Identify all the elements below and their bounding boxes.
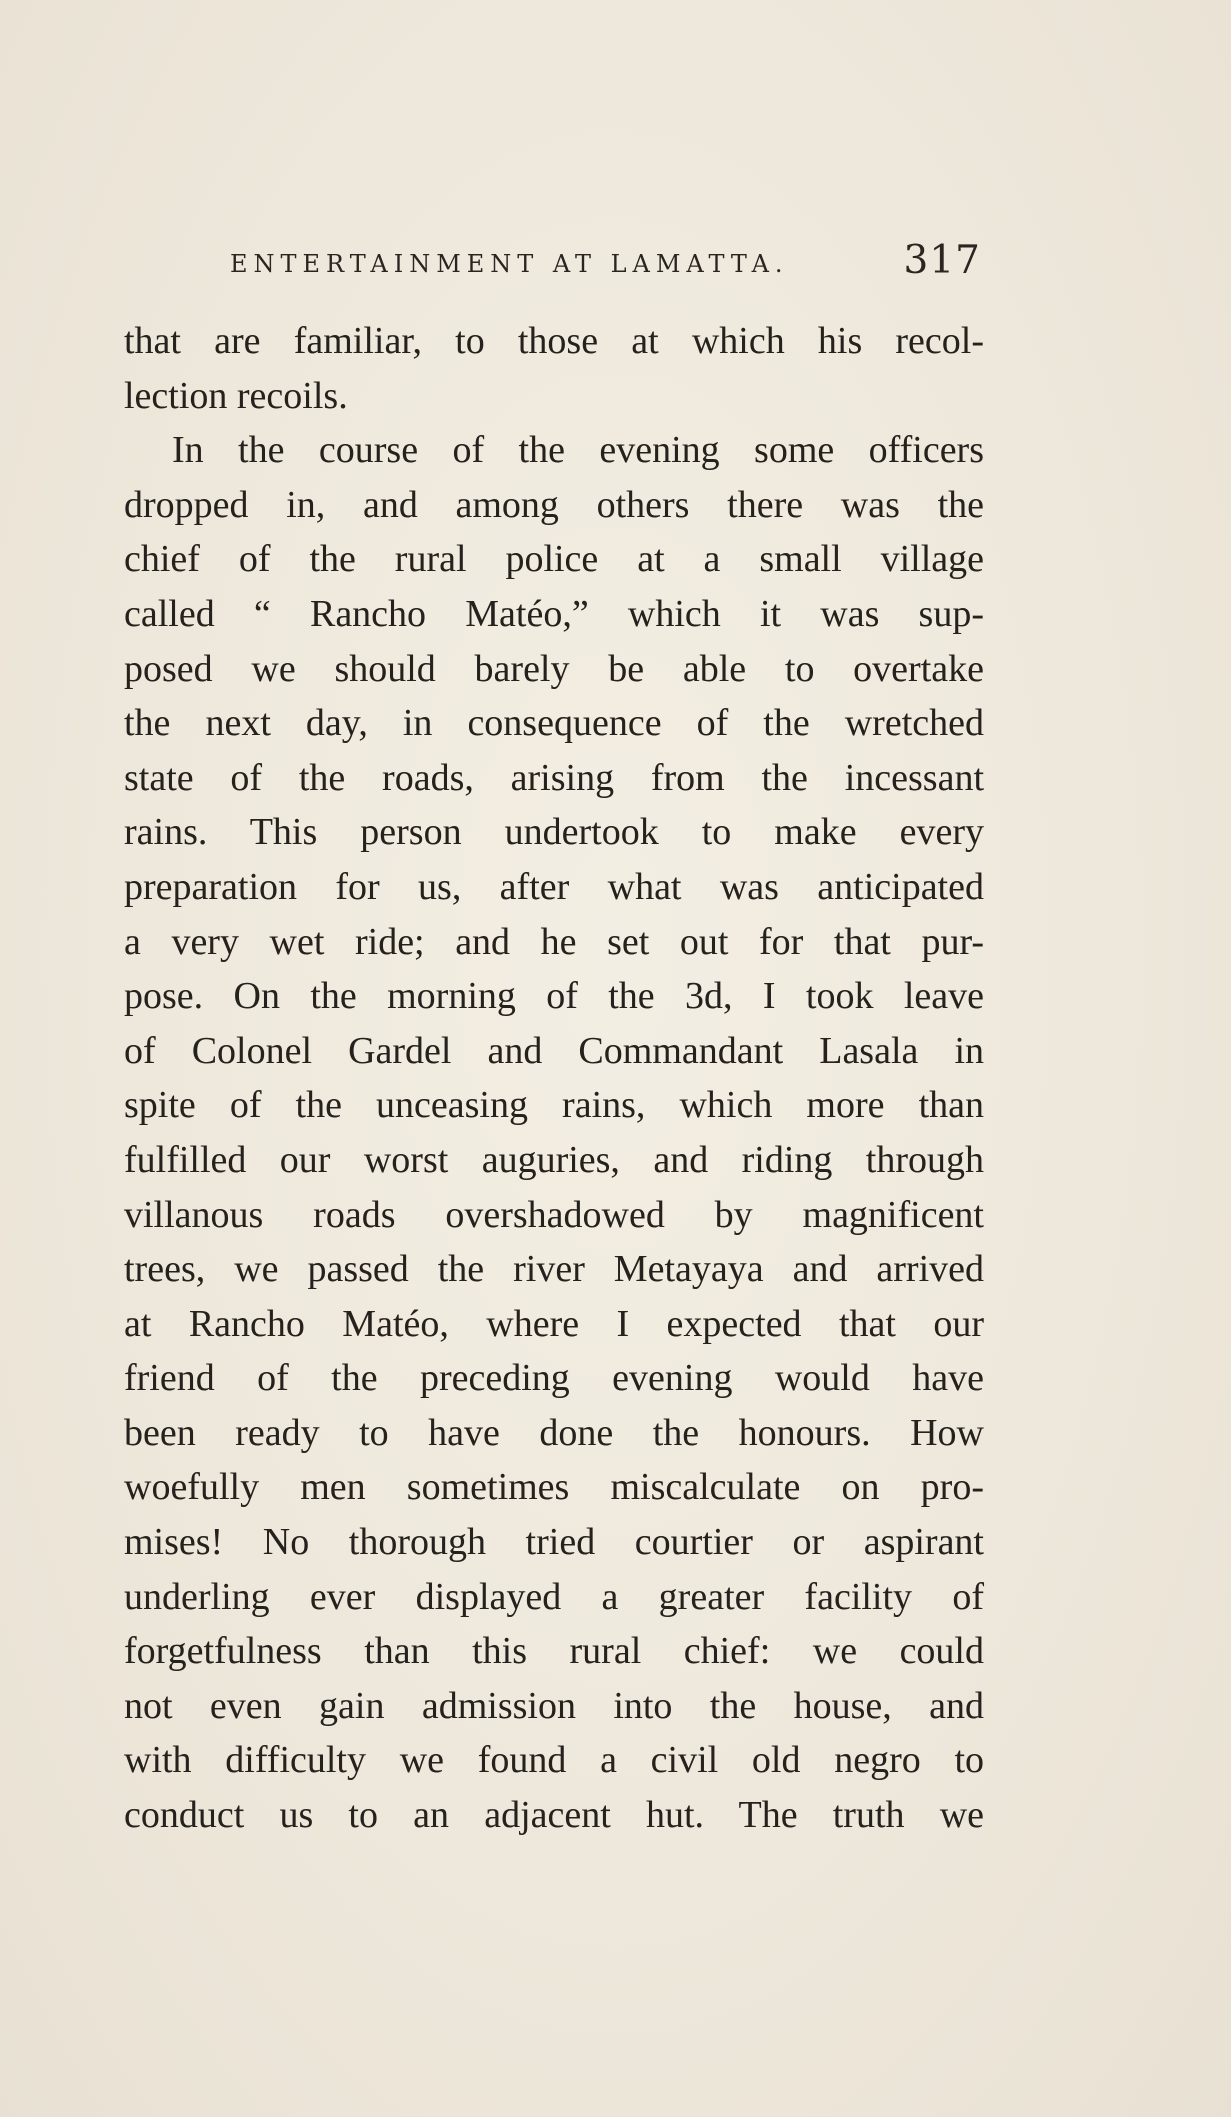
text-line: conduct us to an adjacent hut. The truth we: [124, 1794, 984, 1837]
text-line: spite of the unceasing rains, which more than: [124, 1084, 984, 1127]
text-line: been ready to have done the honours. How: [124, 1411, 984, 1454]
text-line: not even gain admission into the house, and: [124, 1684, 984, 1727]
text-line: lection recoils.: [124, 374, 348, 417]
text-line: with difficulty we found a civil old negro to: [124, 1739, 984, 1782]
text-line: state of the roads, arising from the incessant: [124, 756, 984, 799]
text-line: woefully men sometimes miscalculate on pro-: [124, 1466, 984, 1509]
text-line: chief of the rural police at a small village: [124, 538, 984, 581]
text-line: rains. This person undertook to make every: [124, 811, 984, 854]
text-line: called “ Rancho Matéo,” which it was sup-: [124, 592, 984, 635]
text-line: dropped in, and among others there was the: [124, 483, 984, 526]
running-head: ENTERTAINMENT AT LAMATTA.: [230, 250, 789, 278]
text-line: posed we should barely be able to overtake: [124, 647, 984, 690]
text-line: of Colonel Gardel and Commandant Lasala in: [124, 1029, 984, 1072]
paragraph-first-line: In the course of the evening some officers: [172, 429, 984, 472]
body-text: [124, 314, 984, 1843]
text-line: forgetfulness than this rural chief: we could: [124, 1630, 984, 1673]
text-line: villanous roads overshadowed by magnificent: [124, 1193, 984, 1236]
page-number: 317: [903, 238, 981, 283]
text-line: that are familiar, to those at which his recol-: [124, 320, 984, 362]
text-line: friend of the preceding evening would have: [124, 1357, 984, 1400]
text-line: pose. On the morning of the 3d, I took leave: [124, 975, 984, 1018]
text-line: preparation for us, after what was anticipated: [124, 865, 984, 908]
text-line: trees, we passed the river Metayaya and arrived: [124, 1248, 984, 1291]
page-header: [230, 238, 983, 292]
text-line: fulfilled our worst auguries, and riding through: [124, 1138, 984, 1181]
text-line: a very wet ride; and he set out for that pur-: [124, 920, 984, 963]
text-line: at Rancho Matéo, where I expected that our: [124, 1302, 984, 1345]
text-line: underling ever displayed a greater facility of: [124, 1575, 984, 1618]
text-line: the next day, in consequence of the wretched: [124, 702, 984, 745]
text-line: mises! No thorough tried courtier or aspirant: [124, 1521, 984, 1564]
